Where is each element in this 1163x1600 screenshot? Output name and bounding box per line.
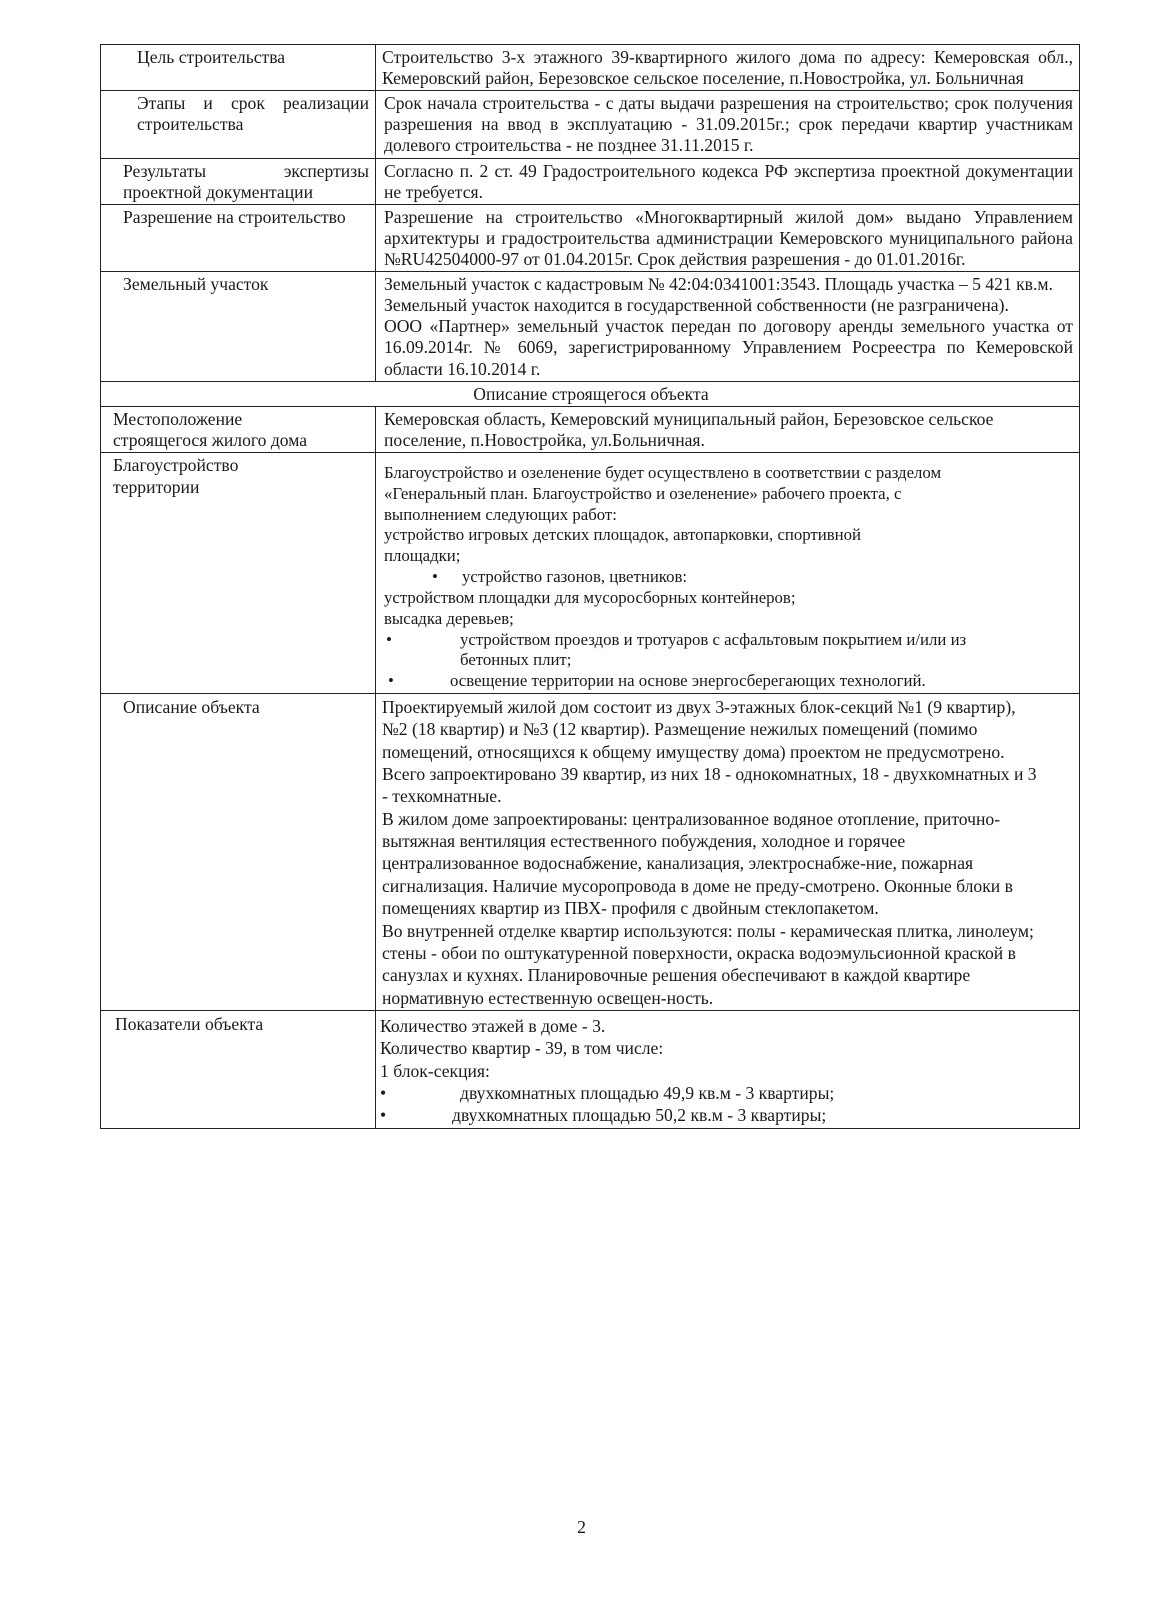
indicator-line: Количество квартир - 39, в том числе:: [380, 1038, 664, 1059]
improvement-bullet-item: [384, 671, 1073, 692]
row-label: Земельный участок: [101, 272, 376, 382]
page-number: 2: [577, 1517, 586, 1537]
indicator-line: Количество этажей в доме - 3.: [380, 1015, 606, 1036]
row-value: Строительство 3-х этажного 39-квартирного жилого дома по адресу: Кемеровская обл., Кемеровский район, Березовское сельское поселение, п.Новостройка, ул. Больничная: [376, 45, 1080, 91]
row-label: Показатели объекта: [101, 1010, 376, 1128]
row-value: [376, 452, 1080, 693]
row-value: Согласно п. 2 ст. 49 Градостроительного кодекса РФ экспертиза проектной документации не требуется.: [376, 158, 1080, 204]
table-row: [101, 45, 1080, 91]
improvement-bullet-item: [384, 630, 1073, 672]
row-label: Местоположение строящегося жилого дома: [101, 406, 376, 452]
row-label: Результаты экспертизы проектной документации: [101, 158, 376, 204]
indicator-item-text: двухкомнатных площадью 49,9 кв.м - 3 квартиры;: [460, 1082, 835, 1103]
improvement-bullet-item: [384, 567, 1073, 588]
improvement-item-text: устройством проездов и тротуаров с асфальтовым покрытием и/или из бетонных плит;: [460, 629, 967, 670]
section-row: [101, 381, 1080, 406]
section-title: Описание строящегося объекта: [101, 381, 1080, 406]
row-value: Срок начала строительства - с даты выдачи разрешения на строительство; срок получения разрешения на ввод в эксплуатацию - 31.09.2015г.; срок передачи квартир участникам долевого строительства - не позднее 31.11.2015 г.: [376, 91, 1080, 158]
table-row: [101, 694, 1080, 1011]
indicator-bullet-item: [380, 1082, 1073, 1104]
improvement-item-text: устройство газонов, цветников:: [462, 567, 688, 587]
bullet-icon: •: [380, 1082, 387, 1103]
bullet-icon: •: [380, 1105, 387, 1126]
indicator-item-text: двухкомнатных площадью 50,2 кв.м - 3 квартиры;: [452, 1105, 827, 1126]
table-row: [101, 91, 1080, 158]
bullet-icon: •: [388, 671, 394, 691]
description-paragraph: В жилом доме запроектированы: централизованное водяное отопление, приточно-вытяжная вентиляция естественного побуждения, холодное и горячее централизованное водоснабжение, канализация, электроснабже-ние, пожарная сигнализация. Наличие мусоропровода в доме не преду-смотрено. Оконные блоки в помещениях квартир из ПВХ- профиля с двойным стеклопакетом.: [382, 808, 1013, 919]
row-value: [376, 272, 1080, 382]
improvement-item-text: освещение территории на основе энергосберегающих технологий.: [450, 671, 926, 691]
row-label: Этапы и срок реализации строительства: [101, 91, 376, 158]
table-row: [101, 204, 1080, 271]
row-value: Разрешение на строительство «Многоквартирный жилой дом» выдано Управлением архитектуры и градостроительства администрации Кемеровского муниципального района №RU42504000-97 от 01.04.2015г. Срок действия разрешения - до 01.01.2016г.: [376, 204, 1080, 271]
table-row: [101, 272, 1080, 382]
table-row: [101, 1010, 1080, 1128]
description-paragraph: Проектируемый жилой дом состоит из двух 3-этажных блок-секций №1 (9 квартир), №2 (18 квартир) и №3 (12 квартир). Размещение нежилых помещений (помимо помещений, относящихся к общему имуществу дома) проектом не предусмотрено. Всего запроектировано 39 квартир, из них 18 - однокомнатных, 18 - двухкомнатных и 3 - техкомнатные.: [382, 697, 1037, 807]
table-row: [101, 406, 1080, 452]
indicator-bullet-item: [380, 1104, 1073, 1126]
table-row: [101, 452, 1080, 693]
project-declaration-table: [100, 44, 1080, 1129]
improvement-intro: Благоустройство и озеленение будет осуществлено в соответствии с разделом «Генеральный план. Благоустройство и озеленение» рабочего проекта, с выполнением следующих работ:: [384, 462, 942, 524]
bullet-icon: •: [432, 567, 438, 587]
row-label: Благоустройство территории: [101, 452, 376, 693]
row-value: Кемеровская область, Кемеровский муниципальный район, Березовское сельское поселение, п.Новостройка, ул.Больничная.: [376, 406, 1080, 452]
indicator-line: 1 блок-секция:: [380, 1060, 490, 1081]
improvement-item: высадка деревьев;: [384, 608, 514, 628]
land-ownership: Земельный участок находится в государственной собственности (не разграничена).: [384, 295, 1009, 316]
row-label: Цель строительства: [101, 45, 376, 91]
row-value: [376, 694, 1080, 1011]
land-lease: ООО «Партнер» земельный участок передан по договору аренды земельного участка от 16.09.2014г. № 6069, зарегистрированному Управлением Росреестра по Кемеровской области 16.10.2014 г.: [384, 316, 1073, 379]
row-label: Разрешение на строительство: [101, 204, 376, 271]
row-label: Описание объекта: [101, 694, 376, 1011]
description-paragraph: Во внутренней отделке квартир используются: полы - керамическая плитка, линолеум; стены - обои по оштукатуренной поверхности, окраска водоэмульсионной краской в санузлах и кухнях. Планировочные решения обеспечивают в каждой квартире нормативную естественную освещен-ность.: [382, 920, 1034, 1008]
land-cadastral: Земельный участок с кадастровым № 42:04:0341001:3543. Площадь участка – 5 421 кв.м.: [384, 274, 1053, 295]
improvement-item: устройством площадки для мусоросборных контейнеров;: [384, 587, 796, 607]
bullet-icon: •: [386, 629, 392, 649]
row-value: [376, 1010, 1080, 1128]
table-row: [101, 158, 1080, 204]
improvement-item: устройство игровых детских площадок, автопарковки, спортивной площадки;: [384, 525, 862, 566]
